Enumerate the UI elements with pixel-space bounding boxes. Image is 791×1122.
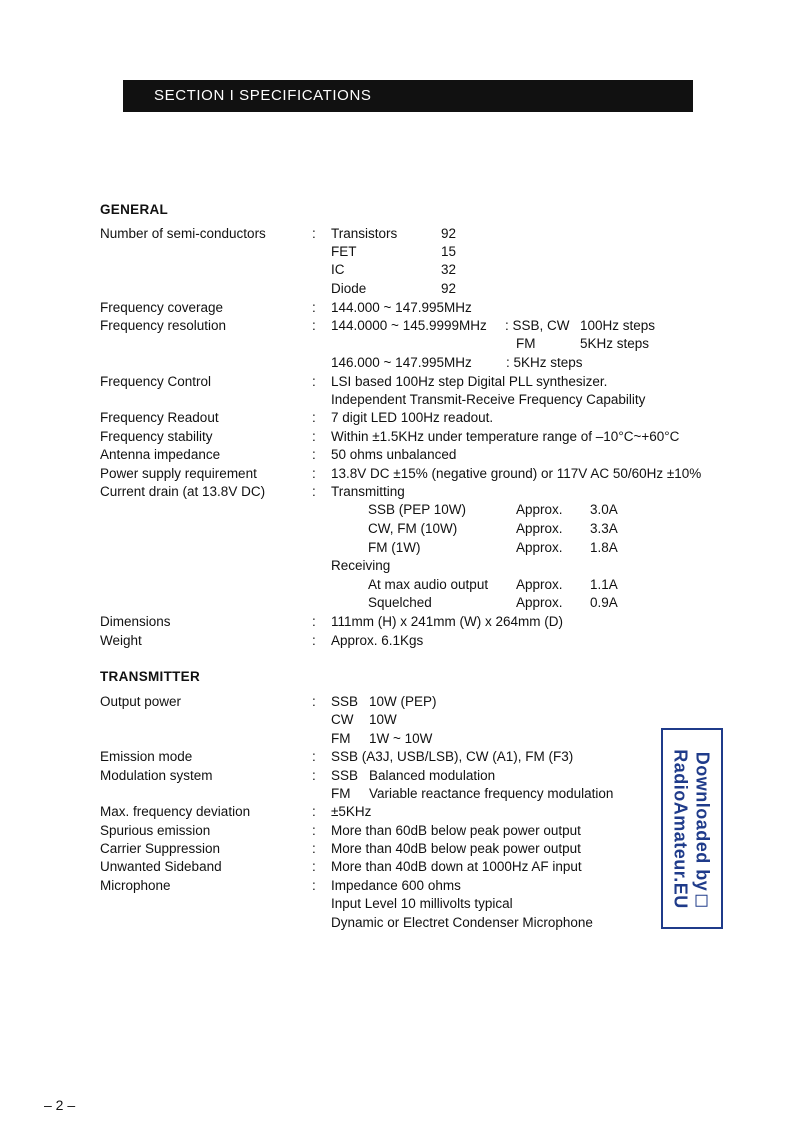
section-banner [123,80,693,112]
colon: : [312,429,316,444]
freq-control-label: Frequency Control [100,374,212,389]
colon: : [312,633,316,648]
colon: : [312,410,316,425]
microphone-line2: Input Level 10 millivolts typical [331,896,513,911]
colon: : [312,374,316,389]
colon: : [312,749,316,764]
freq-resolution-mode1: : SSB, CW [505,318,570,333]
freq-resolution-step3: : 5KHz steps [506,355,583,370]
modulation-value: Balanced modulation [369,768,496,783]
semi-item-count: 32 [441,262,457,277]
freq-resolution-range3: 146.000 ~ 147.995MHz [331,355,472,370]
download-stamp [661,728,723,929]
modulation-value: Variable reactance frequency modulation [369,786,614,801]
tx-mode: SSB (PEP 10W) [368,502,467,517]
semi-item-name: IC [331,262,345,277]
antenna-value: 50 ohms unbalanced [331,447,457,462]
output-value: 10W [369,712,397,727]
freq-resolution-mode2: FM [516,336,536,351]
rx-approx: Approx. [516,577,563,592]
section-title: SECTION I SPECIFICATIONS [154,87,372,104]
freq-resolution-step1: 100Hz steps [580,318,656,333]
colon: : [312,484,316,499]
tx-approx: Approx. [516,540,563,555]
general-heading: GENERAL [100,202,169,217]
colon: : [312,226,316,241]
rx-value: 0.9A [590,595,618,610]
semi-item-count: 92 [441,226,457,241]
colon: : [312,614,316,629]
freq-stability-value: Within ±1.5KHz under temperature range of –10°C~+60°C [331,429,680,444]
antenna-label: Antenna impedance [100,447,221,462]
output-value: 1W ~ 10W [369,731,433,746]
tx-approx: Approx. [516,502,563,517]
colon: : [312,466,316,481]
freq-coverage-value: 144.000 ~ 147.995MHz [331,300,472,315]
freq-coverage-label: Frequency coverage [100,300,224,315]
sideband-value: More than 40dB down at 1000Hz AF input [331,859,582,874]
colon: : [312,694,316,709]
semi-item-name: Transistors [331,226,398,241]
output-mode: FM [331,731,351,746]
dimensions-label: Dimensions [100,614,171,629]
colon: : [312,841,316,856]
modulation-mode: FM [331,786,351,801]
weight-label: Weight [100,633,142,648]
spurious-value: More than 60dB below peak power output [331,823,581,838]
output-value: 10W (PEP) [369,694,437,709]
colon: : [312,447,316,462]
microphone-line1: Impedance 600 ohms [331,878,461,893]
modulation-label: Modulation system [100,768,213,783]
receiving-label: Receiving [331,558,391,573]
emission-value: SSB (A3J, USB/LSB), CW (A1), FM (F3) [331,749,574,764]
freq-readout-value: 7 digit LED 100Hz readout. [331,410,494,425]
freq-control-line2: Independent Transmit-Receive Frequency Capability [331,392,646,407]
tx-value: 1.8A [590,540,618,555]
output-power-label: Output power [100,694,182,709]
freq-resolution-step2: 5KHz steps [580,336,650,351]
box-icon [696,894,708,906]
output-mode: SSB [331,694,359,709]
modulation-mode: SSB [331,768,359,783]
carrier-value: More than 40dB below peak power output [331,841,581,856]
dimensions-value: 111mm (H) x 241mm (W) x 264mm (D) [331,614,564,629]
colon: : [312,859,316,874]
deviation-label: Max. frequency deviation [100,804,251,819]
freq-readout-label: Frequency Readout [100,410,219,425]
freq-resolution-label: Frequency resolution [100,318,227,333]
semi-item-count: 92 [441,281,457,296]
microphone-label: Microphone [100,878,171,893]
carrier-label: Carrier Suppression [100,841,221,856]
tx-approx: Approx. [516,521,563,536]
tx-mode: FM (1W) [368,540,421,555]
colon: : [312,768,316,783]
freq-stability-label: Frequency stability [100,429,213,444]
power-supply-value: 13.8V DC ±15% (negative ground) or 117V AC 50/60Hz ±10% [331,466,702,481]
freq-control-line1: LSI based 100Hz step Digital PLL synthesizer. [331,374,608,389]
tx-value: 3.3A [590,521,618,536]
transmitter-heading: TRANSMITTER [100,669,201,684]
current-drain-label: Current drain (at 13.8V DC) [100,484,266,499]
colon: : [312,804,316,819]
semi-item-count: 15 [441,244,457,259]
emission-label: Emission mode [100,749,193,764]
power-supply-label: Power supply requirement [100,466,257,481]
transmitting-label: Transmitting [331,484,405,499]
weight-value: Approx. 6.1Kgs [331,633,424,648]
colon: : [312,878,316,893]
semi-item-name: Diode [331,281,367,296]
stamp-line2: RadioAmateur.EU [670,748,691,909]
microphone-line3: Dynamic or Electret Condenser Microphone [331,915,593,930]
sideband-label: Unwanted Sideband [100,859,222,874]
spurious-label: Spurious emission [100,823,211,838]
colon: : [312,823,316,838]
rx-approx: Approx. [516,595,563,610]
rx-value: 1.1A [590,577,618,592]
colon: : [312,300,316,315]
stamp-line1: Downloaded by [692,751,713,906]
output-mode: CW [331,712,354,727]
tx-value: 3.0A [590,502,618,517]
semiconductors-label: Number of semi-conductors [100,226,266,241]
colon: : [312,318,316,333]
rx-mode: Squelched [368,595,432,610]
semi-item-name: FET [331,244,357,259]
page-number: – 2 – [44,1097,76,1113]
tx-mode: CW, FM (10W) [368,521,458,536]
deviation-value: ±5KHz [331,804,372,819]
freq-resolution-range1: 144.0000 ~ 145.9999MHz [331,318,487,333]
rx-mode: At max audio output [368,577,489,592]
